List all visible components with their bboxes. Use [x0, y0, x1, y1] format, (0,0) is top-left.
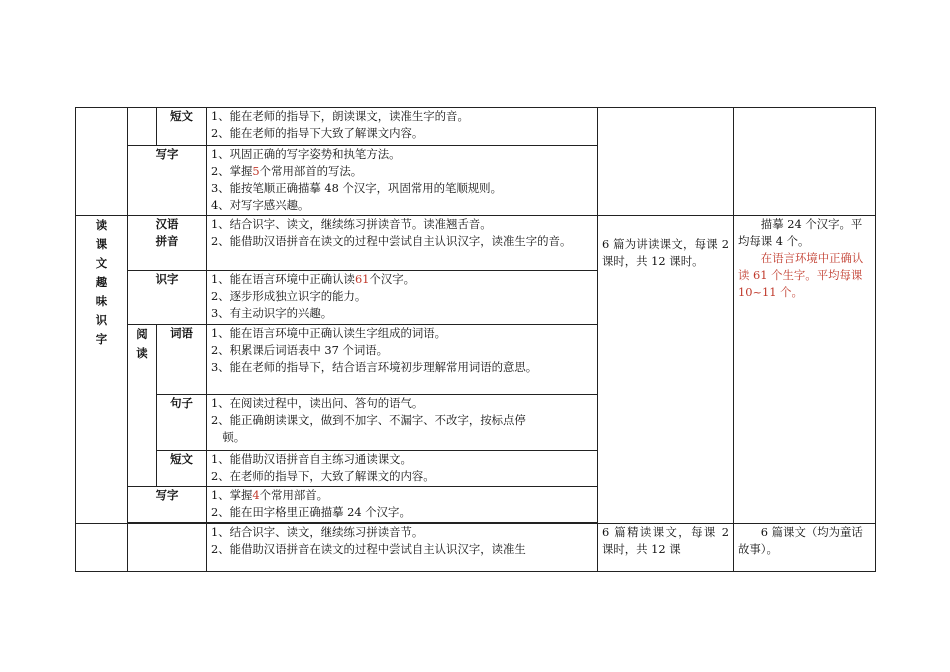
objective-line: 1、在阅读过程中，读出问、答句的语气。	[211, 396, 424, 410]
highlight-number: 61	[354, 272, 370, 286]
objective-line: 1、巩固正确的写字姿势和执笔方法。	[211, 147, 401, 161]
objective-line: 3、能在老师的指导下，结合语言环境初步理解常用词语的意思。	[211, 360, 538, 374]
category-words: 词语	[157, 325, 207, 395]
objective-line: 2、掌握5个常用部首的写法。	[211, 164, 363, 178]
category-short-text: 短文	[157, 108, 207, 146]
objective-line: 1、结合识字、读文，继续练习拼读音节。	[211, 525, 424, 539]
objective-line: 2、能借助汉语拼音在读文的过程中尝试自主认识汉字，读准生	[211, 542, 526, 556]
objective-line: 1、能借助汉语拼音自主练习通读课文。	[211, 452, 412, 466]
category-short-text: 短文	[157, 451, 207, 487]
objectives-cell	[207, 487, 598, 523]
objective-line: 2、在老师的指导下，大致了解课文的内容。	[211, 469, 435, 483]
objective-line: 1、能在老师的指导下，朗读课文，读准生字的音。	[211, 109, 469, 123]
note-line-highlight: 在语言环境中正确认读 61 个生字。平均每课 10~11 个。	[738, 251, 864, 299]
category-pinyin: 汉语拼音	[128, 216, 207, 271]
objective-line: 1、结合识字、读文，继续练习拼读音节。读准翘舌音。	[211, 217, 492, 231]
empty-cell	[76, 108, 128, 216]
objective-line: 2、逐步形成独立识字的能力。	[211, 289, 367, 303]
objective-line: 1、能在语言环境中正确认读61个汉字。	[211, 272, 416, 286]
table-row	[76, 216, 876, 271]
objectives-cell	[207, 108, 598, 146]
objective-line-continuation: 顿。	[222, 430, 246, 444]
objectives-cell	[207, 216, 598, 271]
objective-line: 2、积累课后词语表中 37 个词语。	[211, 343, 389, 357]
objective-line: 3、能按笔顺正确描摹 48 个汉字，巩固常用的笔顺规则。	[211, 181, 502, 195]
category-writing: 写字	[128, 146, 207, 216]
empty-cell	[598, 108, 734, 216]
objective-line: 1、掌握4个常用部首。	[211, 488, 329, 502]
table-row	[76, 524, 876, 572]
notes-cell	[734, 216, 876, 524]
hours-cell: 6 篇为讲读课文，每课 2 课时，共 12 课时。	[598, 216, 734, 524]
note-line: 6 篇课文（均为童话故事）。	[738, 525, 863, 556]
objective-line: 2、能在田字格里正确描摹 24 个汉字。	[211, 505, 411, 519]
empty-cell	[76, 524, 128, 572]
empty-cell	[734, 108, 876, 216]
hours-cell: 6 篇精读课文，每课 2 课时，共 12 课	[598, 524, 734, 572]
category-reading: 阅 读	[128, 325, 157, 487]
objectives-cell	[207, 146, 598, 216]
highlight-number: 4	[252, 488, 260, 502]
curriculum-table	[75, 107, 876, 572]
category-sentences: 句子	[157, 395, 207, 451]
objectives-cell	[207, 451, 598, 487]
objective-line: 3、有主动识字的兴趣。	[211, 306, 333, 320]
category-writing: 写字	[128, 487, 207, 523]
note-line: 描摹 24 个汉字。平均每课 4 个。	[738, 217, 863, 248]
objective-line: 2、能正确朗读课文，做到不加字、不漏字、不改字，按标点停	[211, 413, 526, 427]
objectives-cell	[207, 524, 598, 572]
objective-line: 1、能在语言环境中正确认读生字组成的词语。	[211, 326, 447, 340]
objectives-cell	[207, 395, 598, 451]
objectives-cell	[207, 271, 598, 325]
section-label-reading-literacy: 读 课 文 趣 味 识 字	[76, 216, 128, 524]
empty-cell	[128, 524, 207, 572]
highlight-number: 5	[252, 164, 260, 178]
category-literacy: 识字	[128, 271, 207, 325]
notes-cell	[734, 524, 876, 572]
objective-line: 2、能借助汉语拼音在读文的过程中尝试自主认识汉字，读准生字的音。	[211, 234, 572, 248]
objective-line: 4、对写字感兴趣。	[211, 198, 310, 212]
objective-line: 2、能在老师的指导下大致了解课文内容。	[211, 126, 424, 140]
empty-cell	[128, 108, 157, 146]
table-row	[76, 108, 876, 146]
objectives-cell	[207, 325, 598, 395]
